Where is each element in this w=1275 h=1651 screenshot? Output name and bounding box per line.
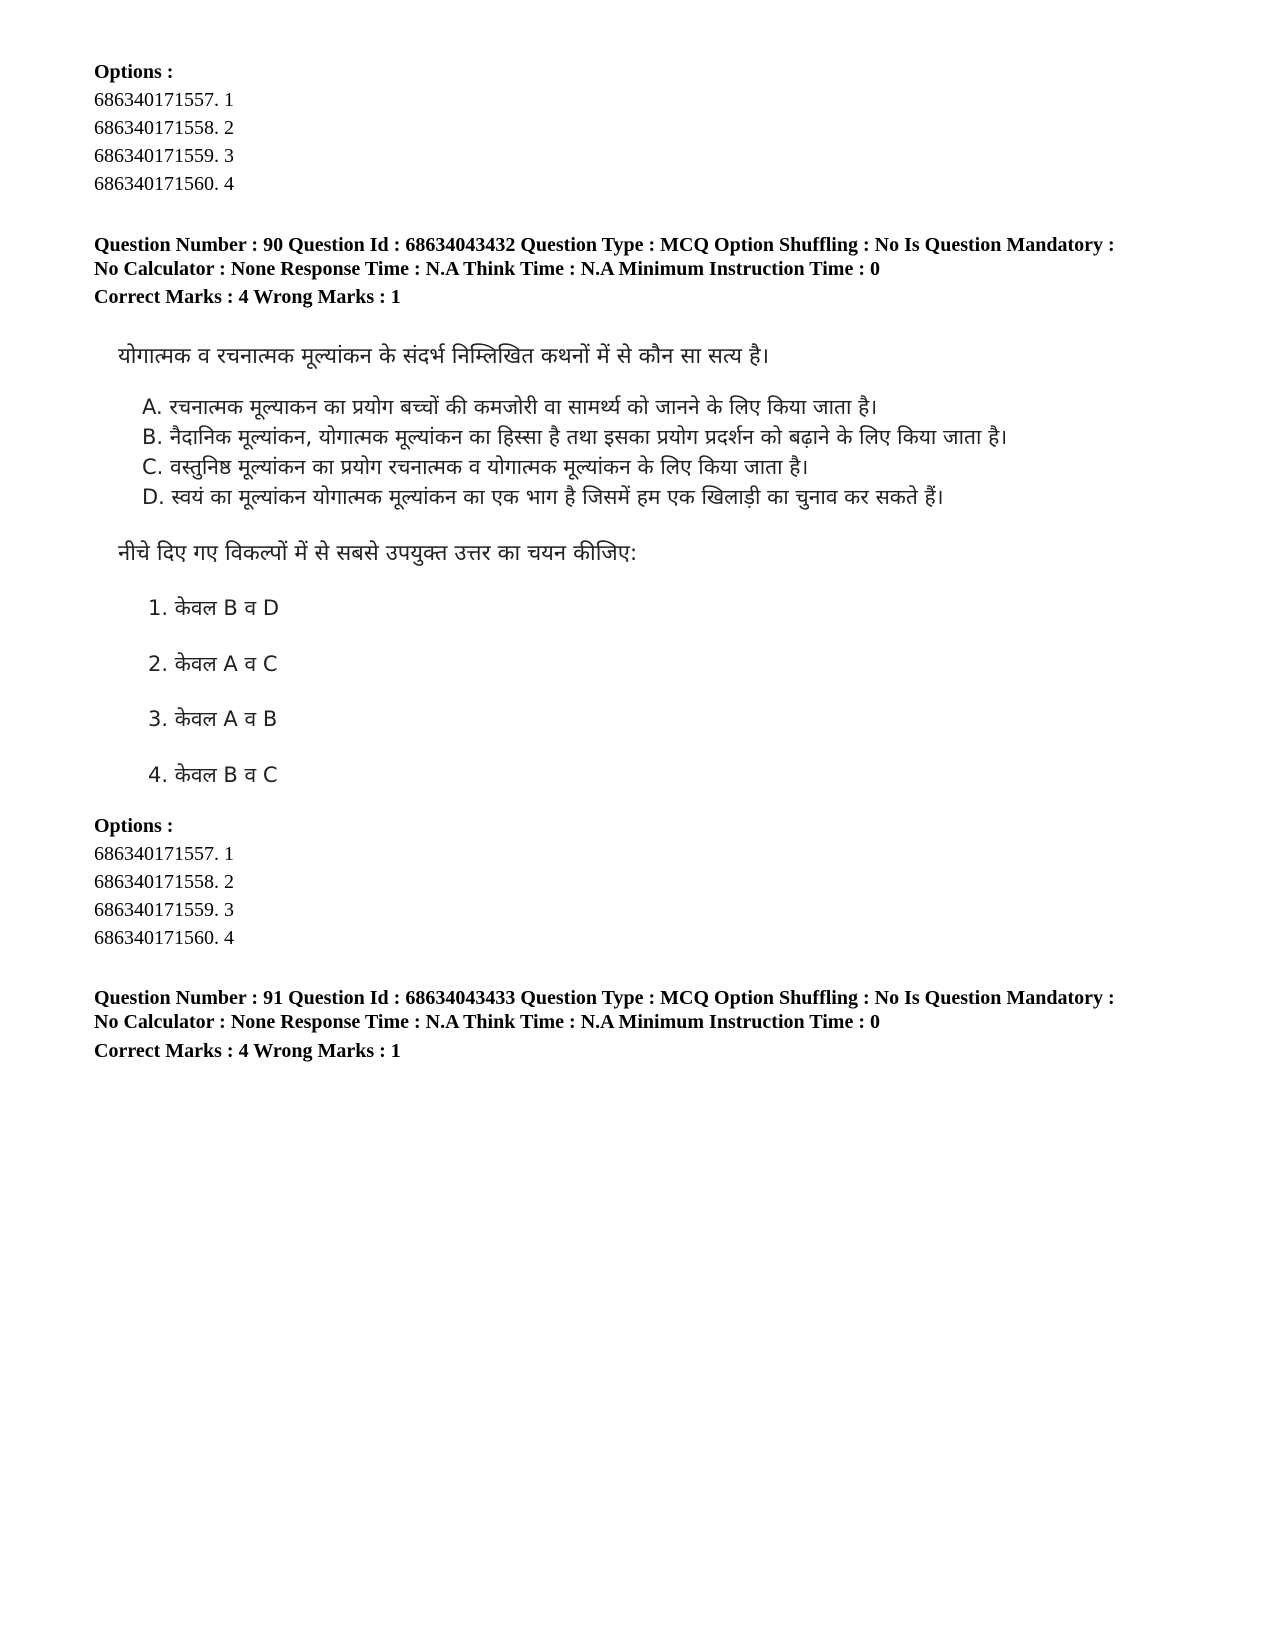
- statement-a: A. रचनात्मक मूल्याकन का प्रयोग बच्चों की कमजोरी वा सामर्थ्य को जानने के लिए किया जाता है।: [142, 395, 878, 419]
- option-item: 686340171557. 1: [94, 89, 234, 111]
- statement-b: B. नैदानिक मूल्यांकन, योगात्मक मूल्यांकन का हिस्सा है तथा इसका प्रयोग प्रदर्शन को बढ़ाने के लिए किया जाता है।: [142, 425, 1008, 449]
- statement-c: C. वस्तुनिष्ठ मूल्यांकन का प्रयोग रचनात्मक व योगात्मक मूल्यांकन के लिए किया जाता है।: [142, 455, 809, 479]
- question-instruction: नीचे दिए गए विकल्पों में से सबसे उपयुक्त उत्तर का चयन कीजिए:: [118, 541, 638, 566]
- option-item: 686340171560. 4: [94, 927, 234, 949]
- statement-d: D. स्वयं का मूल्यांकन योगात्मक मूल्यांकन का एक भाग है जिसमें हम एक खिलाड़ी का चुनाव कर सकते हैं।: [142, 485, 944, 509]
- option-item: 686340171558. 2: [94, 871, 234, 893]
- question-90-marks: Correct Marks : 4 Wrong Marks : 1: [94, 286, 401, 308]
- option-item: 686340171557. 1: [94, 843, 234, 865]
- option-item: 686340171559. 3: [94, 145, 234, 167]
- previous-options-block: [94, 58, 1214, 198]
- question-meta-line: No Calculator : None Response Time : N.A Think Time : N.A Minimum Instruction Time : 0: [94, 1011, 880, 1033]
- option-item: 686340171560. 4: [94, 173, 234, 195]
- question-meta-line: Question Number : 90 Question Id : 68634043432 Question Type : MCQ Option Shuffling : No Is Question Mandatory :: [94, 234, 1115, 256]
- choice-3: 3. केवल A व B: [148, 707, 278, 731]
- option-item: 686340171559. 3: [94, 899, 234, 921]
- options-heading: Options :: [94, 815, 174, 837]
- choice-2: 2. केवल A व C: [148, 652, 278, 676]
- question-stem: योगात्मक व रचनात्मक मूल्यांकन के संदर्भ निम्लिखित कथनों में से कौन सा सत्य है।: [118, 344, 770, 369]
- question-meta-line: No Calculator : None Response Time : N.A Think Time : N.A Minimum Instruction Time : 0: [94, 258, 880, 280]
- question-90-meta: [94, 233, 1214, 281]
- choice-1: 1. केवल B व D: [148, 596, 280, 620]
- options-heading: Options :: [94, 61, 174, 83]
- choice-4: 4. केवल B व C: [148, 763, 278, 787]
- question-meta-line: Question Number : 91 Question Id : 68634043433 Question Type : MCQ Option Shuffling : No Is Question Mandatory :: [94, 987, 1115, 1009]
- question-90-options: [94, 812, 1214, 952]
- question-91-meta: [94, 986, 1214, 1034]
- question-91-marks: Correct Marks : 4 Wrong Marks : 1: [94, 1040, 401, 1062]
- option-item: 686340171558. 2: [94, 117, 234, 139]
